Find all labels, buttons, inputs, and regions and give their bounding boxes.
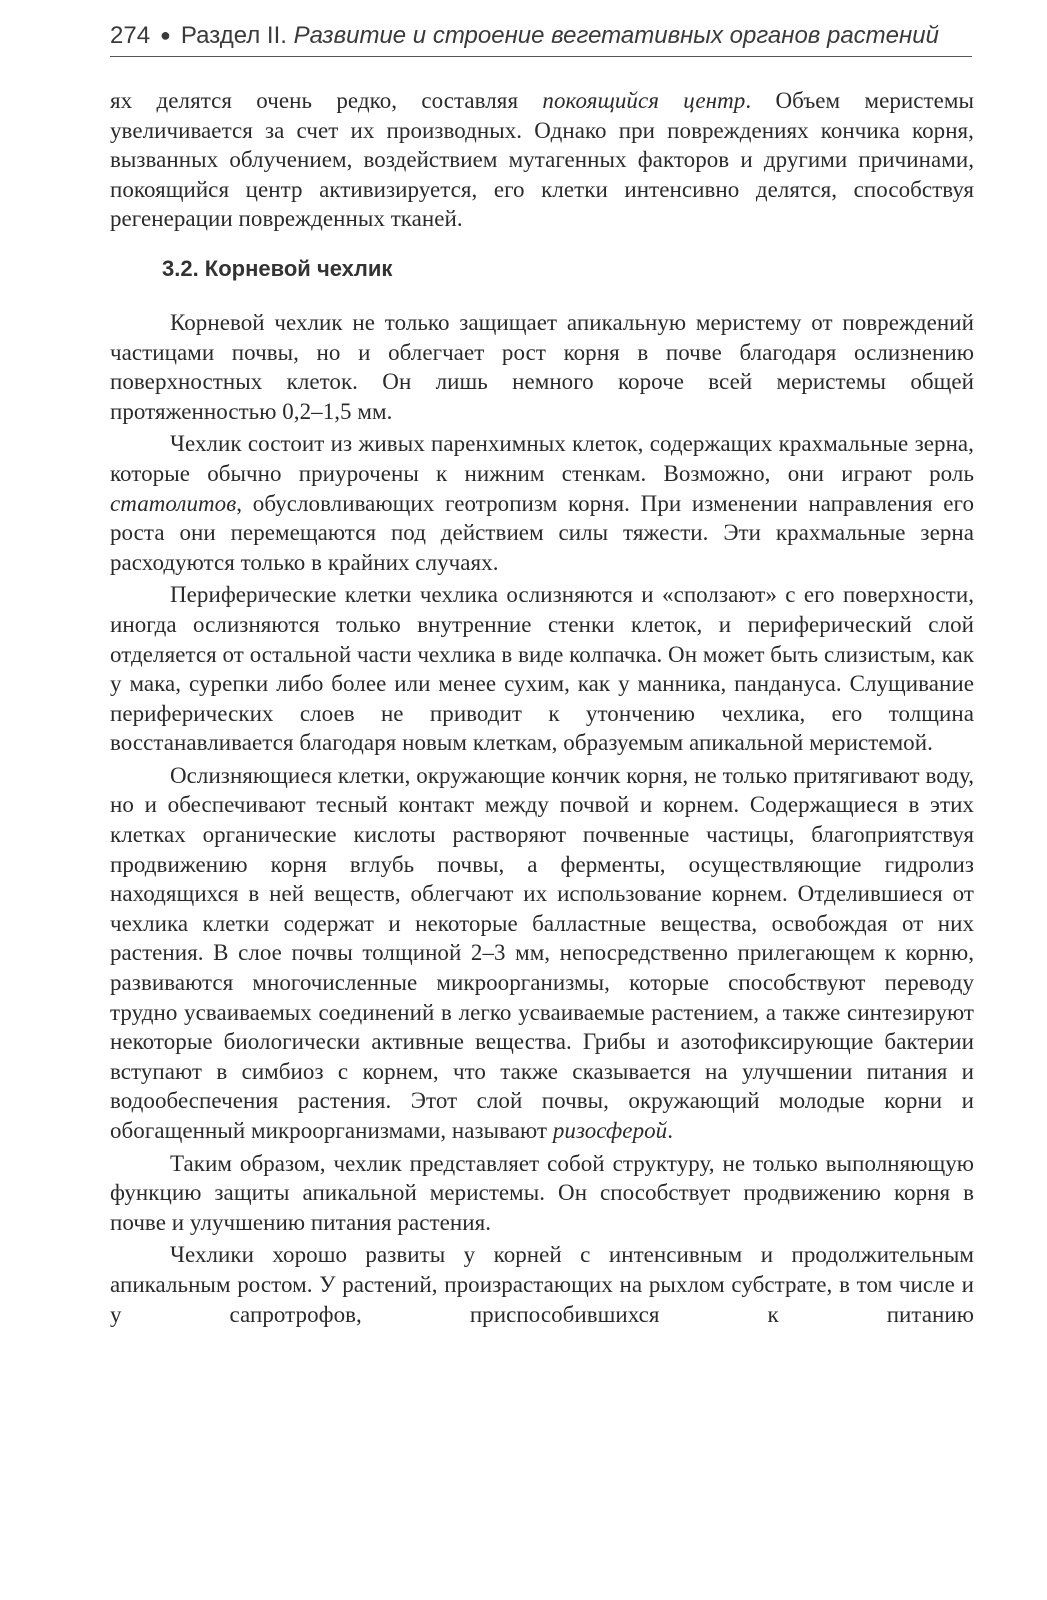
paragraph [110, 308, 974, 426]
paragraph [110, 1149, 974, 1238]
paragraph [110, 429, 974, 577]
running-header [110, 22, 972, 57]
text-run: Чехлики хорошо развиты у корней с интенсивным и продолжительным апикальным ростом. У растений, произрастающих на рыхлом субстрате, в том числе и у сапротрофов, приспособившихся к питанию [110, 1242, 974, 1327]
paragraph [110, 86, 974, 234]
section-title: Развитие и строение вегетативных органов растений [293, 22, 939, 49]
text-run: Чехлик состоит из живых паренхимных клеток, содержащих крахмальные зерна, которые обычно приурочены к нижним стенкам. Возможно, они играют роль [110, 431, 974, 486]
paragraph [110, 1240, 974, 1329]
main-text [110, 86, 974, 1329]
text-run: ях делятся очень редко, составляя [110, 88, 543, 113]
text-run: Таким образом, чехлик представляет собой структуру, не только выполняющую функцию защиты апикальной меристемы. Он способствует продвижению корня в почве и улучшению питания растения. [110, 1150, 974, 1235]
italic-term: ризосферой [552, 1118, 668, 1143]
paragraph [110, 761, 974, 1146]
italic-term: статолитов [110, 490, 237, 516]
italic-term: покоящийся центр [542, 88, 746, 113]
text-run: , обусловливающих геотропизм корня. При изменении направления его роста они перемещаются под действием силы тяжести. Эти крахмальные зерна расходуются только в крайних случаях. [110, 490, 974, 575]
text-run: Периферические клетки чехлика ослизняются и «сползают» с его поверхности, иногда ослизняются только внутренние стенки клеток, и периферический слой отделяется от остальной части чехлика в виде колпачка. Он может быть слизистым, как у мака, сурепки либо более или менее сухим, как у манника, пандануса. Слущивание периферических слоев не приводит к утончению чехлика, его толщина восстанавливается благодаря новым клеткам, образуемым апикальной меристемой. [110, 582, 975, 756]
text-run: Корневой чехлик не только защищает апикальную меристему от повреждений частицами почвы, но и облегчает рост корня в почве благодаря ослизнению поверхностных клеток. Он лишь немного короче всей меристемы общей протяженностью 0,2–1,5 мм. [110, 309, 974, 424]
section-label: Раздел II. [180, 22, 287, 49]
text-run: . [667, 1118, 674, 1143]
text-run: Ослизняющиеся клетки, окружающие кончик корня, не только притягивают воду, но и обеспечивают тесный контакт между почвой и корнем. Содержащиеся в этих клетках органические кислоты растворяют почвенные частицы, благоприятствуя продвижению корня вглубь почвы, а ферменты, осуществляющие гидролиз находящихся в ней веществ, облегчают их использование корнем. Отделившиеся от чехлика клетки содержат и некоторые балластные вещества, освобождая от них растения. В слое почвы толщиной 2–3 мм, непосредственно прилегающем к корню, развиваются многочисленные микроорганизмы, которые способствуют переводу трудно усваиваемых соединений в легко усваиваемые растением, а также синтезируют некоторые биологически активные вещества. Грибы и азотофиксирующие бактерии вступают в симбиоз с корнем, что также сказывается на улучшении питания и водообеспечения растения. Этот слой почвы, окружающий молодые корни и обогащенный микроорганизмами, называют [110, 762, 974, 1143]
page-number: 274 [110, 22, 151, 49]
bullet-icon: ● [160, 25, 171, 45]
text-run: . Объем меристемы увеличивается за счет их производных. Однако при повреждениях кончика корня, вызванных облучением, воздействием мутагенных факторов и другими причинами, покоящийся центр активизируется, его клетки интенсивно делятся, способствуя регенерации поврежденных тканей. [110, 88, 974, 232]
paragraph [110, 580, 974, 758]
section-heading: 3.2. Корневой чехлик [162, 255, 393, 281]
